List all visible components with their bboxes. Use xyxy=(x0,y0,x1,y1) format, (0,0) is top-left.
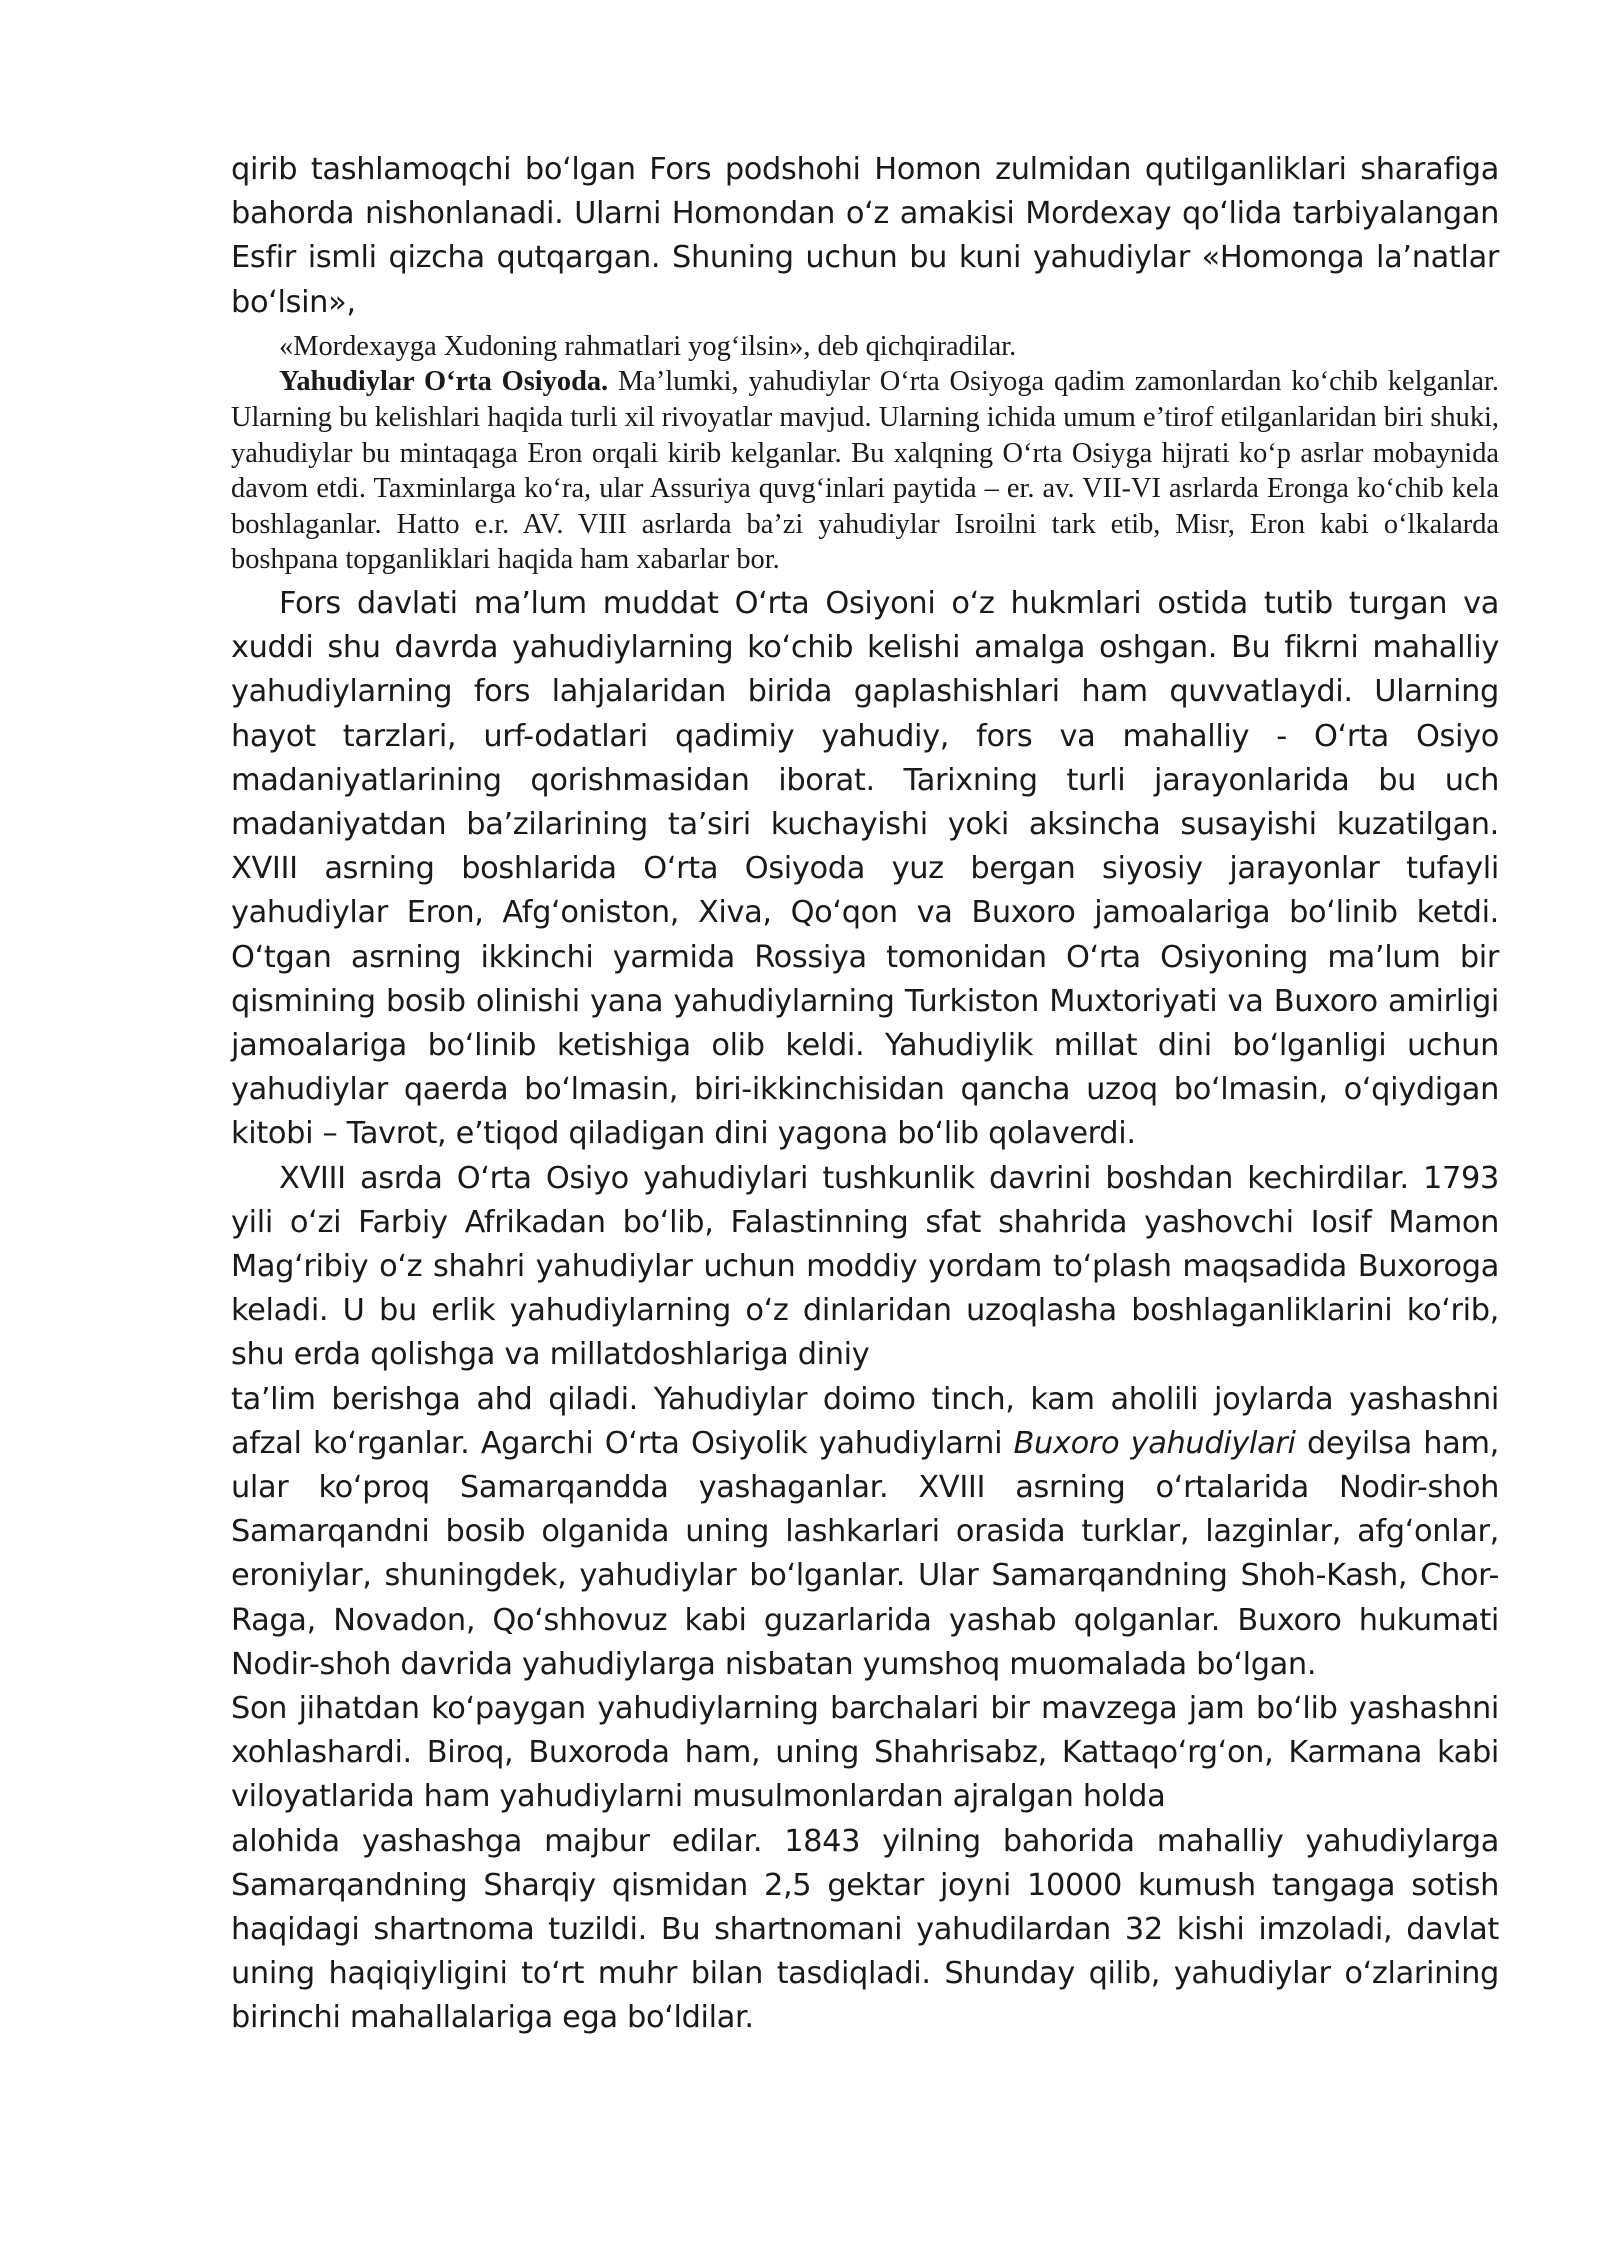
paragraph-mordexay-quote: «Mordexayga Xudoning rahmatlari yog‘ilsin», deb qichqiradilar. xyxy=(279,330,1017,362)
paragraph-1843-contract: alohida yashashga majbur edilar. 1843 yilning bahorida mahalliy yahudiylarga Samarqandning Sharqiy qismidan 2,5 gektar joyni 10000 kumush tangaga sotish haqidagi shartnoma tuzildi. Bu shartnomani yahudilardan 32 kishi imzoladi, davlat uning haqiqiyligini toʻrt muhr bilan tasdiqladi. Shunday qilib, yahudiylar oʻzlarining birinchi mahallalariga ega boʻldilar. xyxy=(231,1823,1499,2036)
paragraph-eighteenth-century: XVIII asrda Oʻrta Osiyo yahudiylari tushkunlik davrini boshdan kechirdilar. 1793 yili oʻzi Farbiy Afrikadan boʻlib, Falastinning sfat shahrida yashovchi Iosif Mamon Magʻribiy oʻz shahri yahudiylar uchun moddiy yordam toʻplash maqsadida Buxoroga keladi. U bu erlik yahudiylarning oʻz dinlaridan uzoqlasha boshlaganliklarini koʻrib, shu erda qolishga va millatdoshlariga diniy xyxy=(231,1160,1499,1373)
document-page xyxy=(231,148,1499,2041)
paragraph-homon-festival: qirib tashlamoqchi boʻlgan Fors podshohi Homon zulmidan qutilganliklari sharafiga bahorda nishonlanadi. Ularni Homondan oʻz amakisi Mordexay qoʻlida tarbiyalangan Esfir ismli qizcha qutqargan. Shuning uchun bu kuni yahudiylar «Homonga laʼnatlar boʻlsin», xyxy=(231,152,1499,320)
paragraph-separate-quarters: Son jihatdan koʻpaygan yahudiylarning barchalari bir mavzega jam boʻlib yashashni xohlashardi. Biroq, Buxoroda ham, uning Shahrisabz, Kattaqoʻrgʻon, Karmana kabi viloyatlarida ham yahudiylarni musulmonlardan ajralgan holda xyxy=(231,1691,1499,1815)
section-heading: Yahudiylar O‘rta Osiyoda. xyxy=(279,366,609,398)
paragraph-samarkand-start: taʼlim berishga ahd qiladi. Yahudiylar doimo tinch, kam aholili joylarda yashashni afzal koʻrganlar. Agarchi Oʻrta Osiyolik yahudiylarni xyxy=(231,1381,1499,1461)
paragraph-persian-rule: Fors davlati maʼlum muddat Oʻrta Osiyoni oʻz hukmlari ostida tutib turgan va xuddi shu davrda yahudiylarning koʻchib kelishi amalga oshgan. Bu fikrni mahalliy yahudiylarning fors lahjalaridan birida gaplashishlari ham quvvatlaydi. Ularning hayot tarzlari, urf-odatlari qadimiy yahudiy, fors va mahalliy - Oʻrta Osiyo madaniyatlarining qorishmasidan iborat. Tarixning turli jarayonlarida bu uch madaniyatdan baʼzilarining taʼsiri kuchayishi yoki aksincha susayishi kuzatilgan. XVIII asrning boshlarida Oʻrta Osiyoda yuz bergan siyosiy jarayonlar tufayli yahudiylar Eron, Afgʻoniston, Xiva, Qoʻqon va Buxoro jamoalariga boʻlinib ketdi. Oʻtgan asrning ikkinchi yarmida Rossiya tomonidan Oʻrta Osiyoning maʼlum bir qismining bosib olinishi yana yahudiylarning Turkiston Muxtoriyati va Buxoro amirligi jamoalariga boʻlinib ketishiga olib keldi. Yahudiylik millat dini boʻlganligi uchun yahudiylar qaerda boʻlmasin, biri-ikkinchisidan qancha uzoq boʻlmasin, oʻqiydigan kitobi – Tavrot, eʼtiqod qiladigan dini yagona boʻlib qolaverdi. xyxy=(231,585,1499,1152)
paragraph-samarkand xyxy=(231,1378,1499,1687)
paragraph-central-asia-arrival-body: Ma’lumki, yahudiylar O‘rta Osiyoga qadim zamonlardan ko‘chib kelganlar. Ularning bu kelishlari haqida turli xil rivoyatlar mavjud. Ularning ichida umum e’tirof etilganlaridan biri shuki, yahudiylar bu mintaqaga Eron orqali kirib kelganlar. Bu xalqning O‘rta Osiyga hijrati ko‘p asrlar mobaynida davom etdi. Taxminlarga ko‘ra, ular Assuriya quvg‘inlari paytida – er. av. VII-VI asrlarda Eronga ko‘chib kela boshlaganlar. Hatto e.r. AV. VIII asrlarda ba’zi yahudiylar Isroilni tark etib, Misr, Eron kabi o‘lkalarda boshpana topganliklari haqida ham xabarlar bor. xyxy=(231,366,1499,576)
paragraph-central-asia-arrival xyxy=(231,364,1499,578)
paragraph-samarkand-end: deyilsa ham, ular koʻproq Samarqandda yashaganlar. XVIII asrning oʻrtalarida Nodir-shoh Samarqandni bosib olganida uning lashkarlari orasida turklar, lazginlar, afgʻonlar, eroniylar, shuningdek, yahudiylar boʻlganlar. Ular Samarqandning Shoh-Kash, Chor-Raga, Novadon, Qoʻshhovuz kabi guzarlarida yashab qolganlar. Buxoro hukumati Nodir-shoh davrida yahudiylarga nisbatan yumshoq muomalada boʻlgan. xyxy=(231,1425,1499,1682)
italic-term: Buxoro yahudiylari xyxy=(1013,1425,1296,1461)
